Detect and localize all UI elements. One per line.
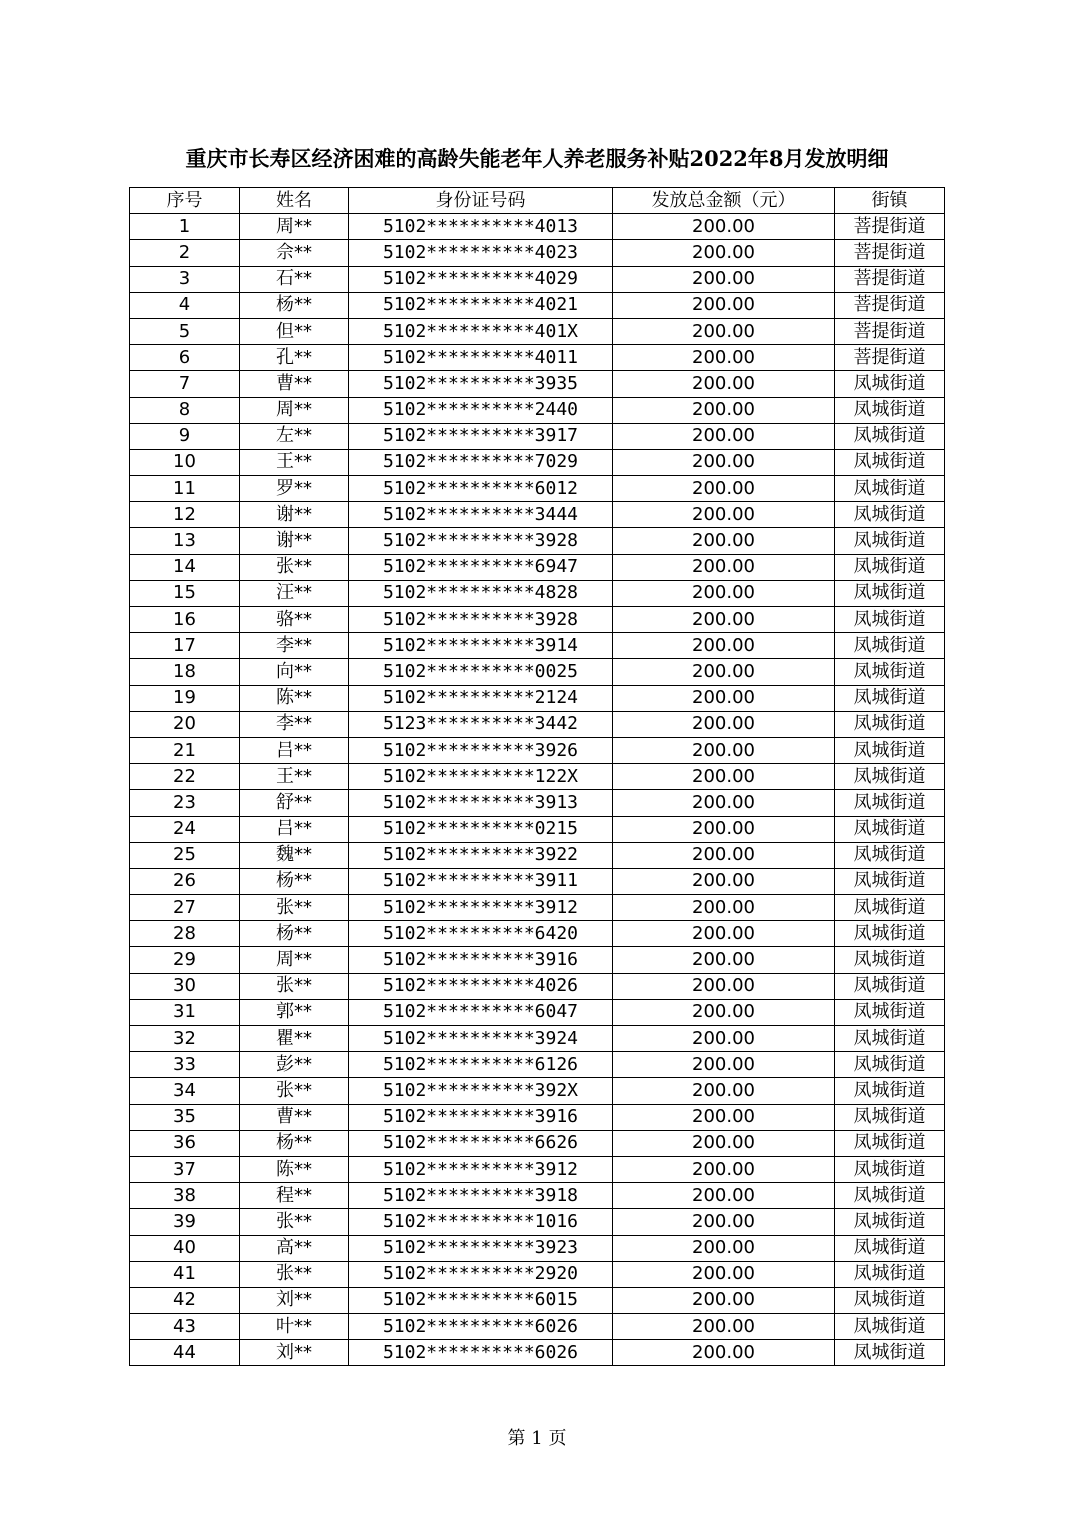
cell-name: 张** (240, 895, 349, 921)
table-row (130, 1026, 945, 1052)
cell-seq: 4 (130, 292, 240, 318)
cell-name: 杨** (240, 868, 349, 894)
cell-name: 吕** (240, 737, 349, 763)
cell-street: 凤城街道 (835, 921, 945, 947)
cell-seq: 2 (130, 240, 240, 266)
cell-street: 凤城街道 (835, 607, 945, 633)
cell-name: 郭** (240, 999, 349, 1025)
cell-id-number: 5102**********6420 (349, 921, 613, 947)
cell-amount: 200.00 (613, 580, 835, 606)
cell-name: 曹** (240, 371, 349, 397)
cell-seq: 13 (130, 528, 240, 554)
cell-seq: 24 (130, 816, 240, 842)
table-row (130, 292, 945, 318)
cell-name: 彭** (240, 1052, 349, 1078)
cell-amount: 200.00 (613, 1235, 835, 1261)
cell-name: 舒** (240, 790, 349, 816)
cell-seq: 12 (130, 502, 240, 528)
cell-id-number: 5102**********3935 (349, 371, 613, 397)
cell-name: 高** (240, 1235, 349, 1261)
cell-street: 凤城街道 (835, 947, 945, 973)
cell-amount: 200.00 (613, 1156, 835, 1182)
table-row (130, 1261, 945, 1287)
cell-id-number: 5102**********3912 (349, 895, 613, 921)
cell-name: 叶** (240, 1314, 349, 1340)
cell-id-number: 5102**********3913 (349, 790, 613, 816)
table-row (130, 240, 945, 266)
cell-id-number: 5102**********2440 (349, 397, 613, 423)
cell-id-number: 5102**********3914 (349, 633, 613, 659)
cell-street: 凤城街道 (835, 816, 945, 842)
table-row (130, 266, 945, 292)
cell-id-number: 5102**********6947 (349, 554, 613, 580)
cell-street: 凤城街道 (835, 1130, 945, 1156)
cell-amount: 200.00 (613, 1052, 835, 1078)
table-row (130, 868, 945, 894)
cell-amount: 200.00 (613, 1261, 835, 1287)
cell-name: 左** (240, 423, 349, 449)
cell-amount: 200.00 (613, 842, 835, 868)
table-row (130, 214, 945, 240)
table-row (130, 737, 945, 763)
cell-id-number: 5102**********6026 (349, 1314, 613, 1340)
table-row (130, 528, 945, 554)
cell-street: 凤城街道 (835, 1156, 945, 1182)
cell-seq: 41 (130, 1261, 240, 1287)
cell-id-number: 5102**********122X (349, 764, 613, 790)
cell-amount: 200.00 (613, 659, 835, 685)
cell-id-number: 5102**********0025 (349, 659, 613, 685)
cell-seq: 38 (130, 1183, 240, 1209)
table-row (130, 1104, 945, 1130)
cell-seq: 42 (130, 1287, 240, 1313)
cell-street: 凤城街道 (835, 1209, 945, 1235)
header-row (130, 188, 945, 214)
cell-name: 张** (240, 1209, 349, 1235)
cell-amount: 200.00 (613, 502, 835, 528)
cell-id-number: 5102**********3928 (349, 528, 613, 554)
table-row (130, 1209, 945, 1235)
cell-amount: 200.00 (613, 999, 835, 1025)
cell-seq: 18 (130, 659, 240, 685)
cell-name: 曹** (240, 1104, 349, 1130)
cell-amount: 200.00 (613, 973, 835, 999)
cell-name: 周** (240, 214, 349, 240)
cell-amount: 200.00 (613, 921, 835, 947)
cell-street: 凤城街道 (835, 1026, 945, 1052)
cell-street: 凤城街道 (835, 895, 945, 921)
cell-street: 凤城街道 (835, 1340, 945, 1366)
cell-seq: 26 (130, 868, 240, 894)
cell-name: 谢** (240, 528, 349, 554)
cell-name: 刘** (240, 1287, 349, 1313)
cell-name: 杨** (240, 921, 349, 947)
cell-street: 凤城街道 (835, 476, 945, 502)
table-body (130, 214, 945, 1366)
subsidy-table (129, 187, 945, 1366)
header-id-number: 身份证号码 (349, 188, 613, 214)
cell-name: 张** (240, 1261, 349, 1287)
cell-seq: 19 (130, 685, 240, 711)
cell-seq: 33 (130, 1052, 240, 1078)
table-row (130, 449, 945, 475)
cell-amount: 200.00 (613, 1209, 835, 1235)
cell-seq: 6 (130, 345, 240, 371)
cell-street: 凤城街道 (835, 1261, 945, 1287)
cell-name: 骆** (240, 607, 349, 633)
cell-amount: 200.00 (613, 1183, 835, 1209)
table-row (130, 554, 945, 580)
cell-id-number: 5102**********3911 (349, 868, 613, 894)
cell-name: 向** (240, 659, 349, 685)
cell-id-number: 5102**********392X (349, 1078, 613, 1104)
cell-id-number: 5102**********4023 (349, 240, 613, 266)
cell-street: 菩提街道 (835, 240, 945, 266)
cell-seq: 39 (130, 1209, 240, 1235)
cell-id-number: 5102**********3444 (349, 502, 613, 528)
table-row (130, 895, 945, 921)
cell-street: 凤城街道 (835, 711, 945, 737)
table-row (130, 1052, 945, 1078)
cell-street: 菩提街道 (835, 214, 945, 240)
cell-street: 凤城街道 (835, 685, 945, 711)
cell-seq: 34 (130, 1078, 240, 1104)
table-row (130, 580, 945, 606)
cell-amount: 200.00 (613, 895, 835, 921)
cell-name: 谢** (240, 502, 349, 528)
header-amount: 发放总金额（元） (613, 188, 835, 214)
table-row (130, 1235, 945, 1261)
cell-name: 陈** (240, 1156, 349, 1182)
cell-amount: 200.00 (613, 711, 835, 737)
cell-street: 菩提街道 (835, 266, 945, 292)
cell-amount: 200.00 (613, 816, 835, 842)
cell-seq: 27 (130, 895, 240, 921)
cell-amount: 200.00 (613, 476, 835, 502)
cell-seq: 8 (130, 397, 240, 423)
cell-id-number: 5102**********6626 (349, 1130, 613, 1156)
cell-amount: 200.00 (613, 1314, 835, 1340)
cell-amount: 200.00 (613, 397, 835, 423)
cell-name: 周** (240, 947, 349, 973)
cell-seq: 9 (130, 423, 240, 449)
cell-name: 刘** (240, 1340, 349, 1366)
table-row (130, 1314, 945, 1340)
cell-id-number: 5102**********3926 (349, 737, 613, 763)
cell-seq: 36 (130, 1130, 240, 1156)
table-row (130, 423, 945, 449)
cell-amount: 200.00 (613, 423, 835, 449)
cell-name: 孔** (240, 345, 349, 371)
table-row (130, 397, 945, 423)
table-row (130, 1130, 945, 1156)
cell-seq: 23 (130, 790, 240, 816)
cell-seq: 16 (130, 607, 240, 633)
cell-street: 菩提街道 (835, 292, 945, 318)
cell-street: 凤城街道 (835, 423, 945, 449)
cell-id-number: 5102**********4828 (349, 580, 613, 606)
cell-street: 凤城街道 (835, 397, 945, 423)
cell-id-number: 5102**********3928 (349, 607, 613, 633)
cell-street: 凤城街道 (835, 842, 945, 868)
cell-id-number: 5102**********3924 (349, 1026, 613, 1052)
cell-amount: 200.00 (613, 764, 835, 790)
cell-amount: 200.00 (613, 1078, 835, 1104)
cell-amount: 200.00 (613, 266, 835, 292)
cell-seq: 14 (130, 554, 240, 580)
table-row (130, 790, 945, 816)
table-row (130, 633, 945, 659)
cell-street: 凤城街道 (835, 790, 945, 816)
cell-amount: 200.00 (613, 449, 835, 475)
cell-id-number: 5102**********1016 (349, 1209, 613, 1235)
page-number: 第 1 页 (507, 1428, 567, 1449)
table-row (130, 1156, 945, 1182)
cell-amount: 200.00 (613, 868, 835, 894)
cell-street: 凤城街道 (835, 1183, 945, 1209)
table-row (130, 371, 945, 397)
cell-id-number: 5102**********4026 (349, 973, 613, 999)
cell-id-number: 5102**********3912 (349, 1156, 613, 1182)
cell-amount: 200.00 (613, 528, 835, 554)
cell-id-number: 5102**********6012 (349, 476, 613, 502)
cell-name: 汪** (240, 580, 349, 606)
header-street: 街镇 (835, 188, 945, 214)
cell-name: 周** (240, 397, 349, 423)
table-row (130, 476, 945, 502)
cell-id-number: 5102**********4021 (349, 292, 613, 318)
table-row (130, 947, 945, 973)
cell-name: 吕** (240, 816, 349, 842)
cell-id-number: 5102**********2920 (349, 1261, 613, 1287)
table-row (130, 318, 945, 344)
cell-amount: 200.00 (613, 607, 835, 633)
cell-street: 凤城街道 (835, 1104, 945, 1130)
table-row (130, 921, 945, 947)
cell-amount: 200.00 (613, 1287, 835, 1313)
cell-seq: 1 (130, 214, 240, 240)
cell-seq: 15 (130, 580, 240, 606)
cell-id-number: 5102**********6015 (349, 1287, 613, 1313)
cell-seq: 11 (130, 476, 240, 502)
cell-name: 张** (240, 1078, 349, 1104)
cell-street: 凤城街道 (835, 737, 945, 763)
cell-street: 凤城街道 (835, 764, 945, 790)
cell-id-number: 5102**********401X (349, 318, 613, 344)
cell-id-number: 5102**********4029 (349, 266, 613, 292)
cell-street: 凤城街道 (835, 449, 945, 475)
cell-seq: 32 (130, 1026, 240, 1052)
cell-amount: 200.00 (613, 1026, 835, 1052)
cell-amount: 200.00 (613, 371, 835, 397)
table-row (130, 764, 945, 790)
cell-name: 杨** (240, 1130, 349, 1156)
cell-name: 王** (240, 764, 349, 790)
cell-seq: 40 (130, 1235, 240, 1261)
cell-street: 凤城街道 (835, 502, 945, 528)
cell-seq: 44 (130, 1340, 240, 1366)
cell-name: 但** (240, 318, 349, 344)
table-row (130, 711, 945, 737)
cell-seq: 21 (130, 737, 240, 763)
cell-seq: 5 (130, 318, 240, 344)
cell-name: 张** (240, 554, 349, 580)
cell-seq: 37 (130, 1156, 240, 1182)
cell-name: 王** (240, 449, 349, 475)
cell-seq: 43 (130, 1314, 240, 1340)
cell-id-number: 5102**********3916 (349, 947, 613, 973)
cell-street: 凤城街道 (835, 633, 945, 659)
cell-street: 菩提街道 (835, 318, 945, 344)
cell-amount: 200.00 (613, 1130, 835, 1156)
cell-seq: 28 (130, 921, 240, 947)
cell-amount: 200.00 (613, 214, 835, 240)
cell-id-number: 5102**********2124 (349, 685, 613, 711)
cell-street: 凤城街道 (835, 973, 945, 999)
cell-amount: 200.00 (613, 737, 835, 763)
cell-amount: 200.00 (613, 240, 835, 266)
cell-seq: 20 (130, 711, 240, 737)
cell-id-number: 5102**********3922 (349, 842, 613, 868)
cell-id-number: 5102**********4013 (349, 214, 613, 240)
table-header (130, 188, 945, 214)
cell-street: 凤城街道 (835, 528, 945, 554)
cell-seq: 29 (130, 947, 240, 973)
header-name: 姓名 (240, 188, 349, 214)
cell-street: 凤城街道 (835, 1052, 945, 1078)
table-row (130, 345, 945, 371)
cell-amount: 200.00 (613, 345, 835, 371)
cell-name: 张** (240, 973, 349, 999)
cell-amount: 200.00 (613, 685, 835, 711)
cell-id-number: 5102**********0215 (349, 816, 613, 842)
cell-seq: 22 (130, 764, 240, 790)
cell-id-number: 5102**********4011 (349, 345, 613, 371)
cell-name: 李** (240, 711, 349, 737)
cell-name: 罗** (240, 476, 349, 502)
cell-id-number: 5102**********6026 (349, 1340, 613, 1366)
table-row (130, 659, 945, 685)
cell-id-number: 5102**********3917 (349, 423, 613, 449)
table-row (130, 1287, 945, 1313)
cell-street: 凤城街道 (835, 1235, 945, 1261)
cell-id-number: 5102**********3916 (349, 1104, 613, 1130)
cell-amount: 200.00 (613, 947, 835, 973)
cell-id-number: 5102**********3923 (349, 1235, 613, 1261)
cell-name: 李** (240, 633, 349, 659)
cell-amount: 200.00 (613, 633, 835, 659)
cell-seq: 35 (130, 1104, 240, 1130)
cell-street: 凤城街道 (835, 580, 945, 606)
cell-id-number: 5123**********3442 (349, 711, 613, 737)
cell-seq: 7 (130, 371, 240, 397)
cell-amount: 200.00 (613, 1340, 835, 1366)
table-row (130, 816, 945, 842)
cell-name: 佘** (240, 240, 349, 266)
cell-street: 凤城街道 (835, 1314, 945, 1340)
table-row (130, 1078, 945, 1104)
cell-amount: 200.00 (613, 318, 835, 344)
cell-id-number: 5102**********6047 (349, 999, 613, 1025)
table-row (130, 607, 945, 633)
cell-name: 杨** (240, 292, 349, 318)
cell-id-number: 5102**********7029 (349, 449, 613, 475)
cell-amount: 200.00 (613, 790, 835, 816)
cell-street: 凤城街道 (835, 554, 945, 580)
table-row (130, 973, 945, 999)
cell-street: 凤城街道 (835, 659, 945, 685)
cell-name: 陈** (240, 685, 349, 711)
cell-street: 菩提街道 (835, 345, 945, 371)
cell-id-number: 5102**********6126 (349, 1052, 613, 1078)
cell-street: 凤城街道 (835, 999, 945, 1025)
cell-amount: 200.00 (613, 1104, 835, 1130)
cell-seq: 17 (130, 633, 240, 659)
table-row (130, 999, 945, 1025)
cell-street: 凤城街道 (835, 371, 945, 397)
cell-name: 魏** (240, 842, 349, 868)
cell-name: 石** (240, 266, 349, 292)
header-seq: 序号 (130, 188, 240, 214)
cell-seq: 25 (130, 842, 240, 868)
cell-amount: 200.00 (613, 292, 835, 318)
page-title: 重庆市长寿区经济困难的高龄失能老年人养老服务补贴2022年8月发放明细 (185, 146, 889, 171)
cell-name: 瞿** (240, 1026, 349, 1052)
table-row (130, 685, 945, 711)
table-row (130, 1183, 945, 1209)
cell-seq: 30 (130, 973, 240, 999)
cell-seq: 10 (130, 449, 240, 475)
cell-name: 程** (240, 1183, 349, 1209)
cell-seq: 3 (130, 266, 240, 292)
cell-seq: 31 (130, 999, 240, 1025)
cell-street: 凤城街道 (835, 1287, 945, 1313)
cell-amount: 200.00 (613, 554, 835, 580)
table-row (130, 502, 945, 528)
table-row (130, 842, 945, 868)
cell-street: 凤城街道 (835, 868, 945, 894)
table-row (130, 1340, 945, 1366)
cell-id-number: 5102**********3918 (349, 1183, 613, 1209)
cell-street: 凤城街道 (835, 1078, 945, 1104)
